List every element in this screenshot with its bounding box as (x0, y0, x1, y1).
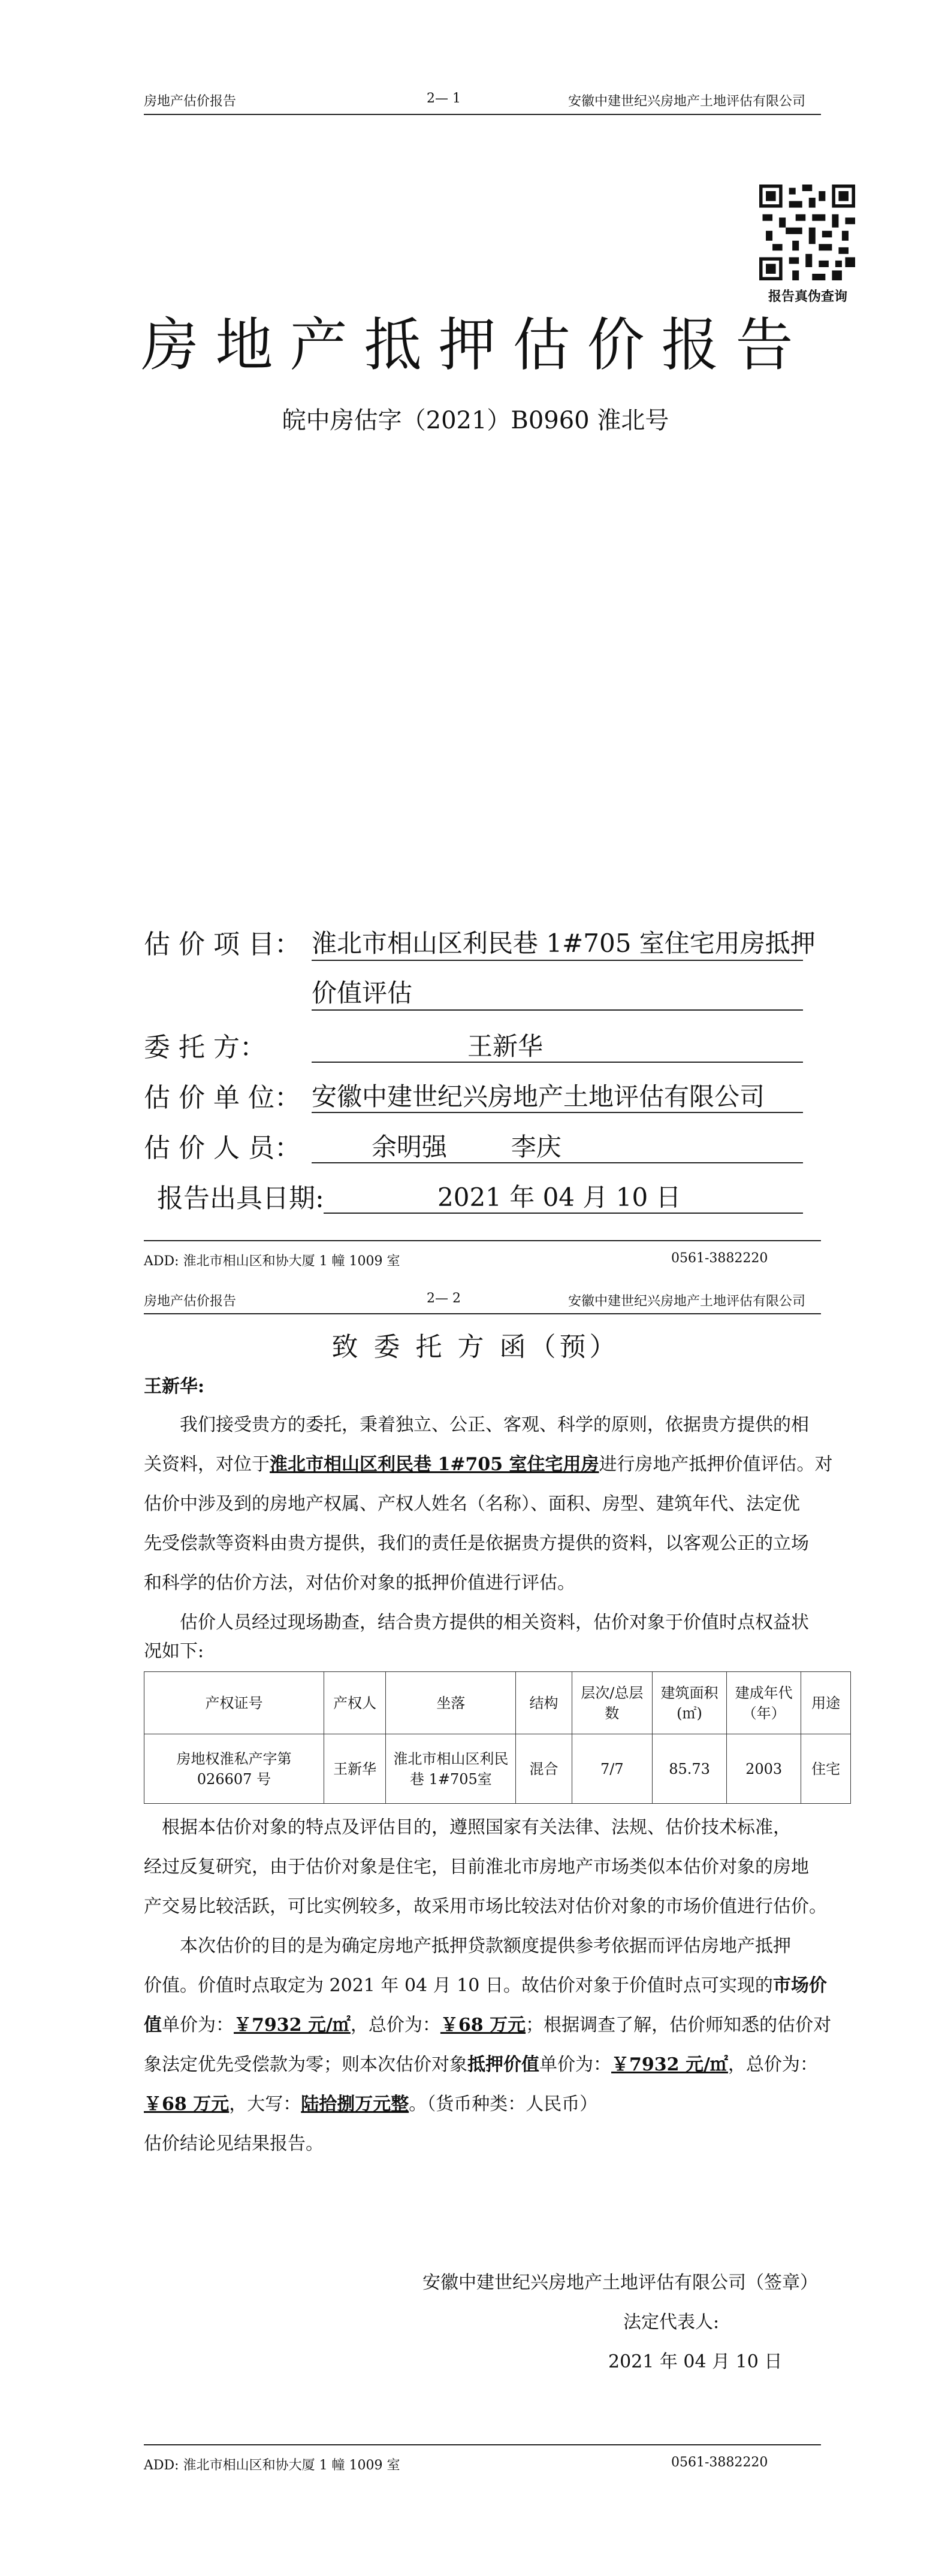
market-value-label-end: 值 (144, 2015, 162, 2036)
page2-header-right: 安徽中建世纪兴房地产土地评估有限公司 (568, 1294, 806, 1309)
para2-line2: 况如下: (144, 1641, 204, 1662)
mortgage-value-label: 抵押价值 (467, 2054, 539, 2075)
total-price-text: ，总价为： (350, 2015, 440, 2036)
page1-footer-rule (144, 1240, 821, 1241)
table-row (144, 1734, 851, 1804)
para4-line3-text: ；根据调查了解，估价师知悉的估价对 (526, 2015, 832, 2036)
report-number: 皖中房估字（2021）B0960 淮北号 (282, 407, 669, 434)
para3-line1: 根据本估价对象的特点及评估目的，遵照国家有关法律、法规、估价技术标准， (162, 1817, 791, 1838)
cell-floor: 7/7 (572, 1734, 652, 1804)
cell-structure: 混合 (516, 1734, 572, 1804)
report-title: 房地产抵押估价报告 (141, 312, 810, 379)
para1-line4: 先受偿款等资料由贵方提供，我们的责任是依据贵方提供的资料，以客观公正的立场 (144, 1533, 809, 1554)
total-price-text-2: ，总价为： (727, 2054, 818, 2075)
para1-line2-text-end: 进行房地产抵押价值评估。对 (599, 1454, 833, 1475)
field-underline-unit (312, 1112, 803, 1113)
letter-title: 致 委 托 方 函（预） (331, 1332, 620, 1362)
page1-header-right: 安徽中建世纪兴房地产土地评估有限公司 (568, 94, 806, 109)
table-header-use: 用途 (801, 1672, 851, 1734)
field-underline-client (312, 1062, 803, 1063)
table-header-structure: 结构 (516, 1672, 572, 1734)
qr-code-icon (759, 185, 855, 280)
table-header-location: 坐落 (386, 1672, 516, 1734)
page1-header-page-number: 2— 1 (427, 91, 461, 106)
para4-line2 (144, 1966, 827, 2006)
page1-footer-address: ADD: 淮北市相山区和协大厦 1 幢 1009 室 (144, 1254, 400, 1269)
unit-price-text-2: 单价为： (539, 2054, 611, 2075)
field-value-appraisers: 余明强 李庆 (372, 1132, 561, 1162)
salutation: 王新华: (144, 1376, 205, 1397)
field-underline-appraisers (312, 1162, 803, 1163)
field-label-unit: 估 价 单 位： (144, 1083, 301, 1113)
field-label-date: 报告出具日期: (157, 1183, 324, 1214)
page2-footer-rule (144, 2444, 821, 2445)
para1-line2 (144, 1445, 833, 1484)
mortgage-total-in-words: 陆拾捌万元整 (301, 2094, 409, 2115)
page2-header-page-number: 2— 2 (427, 1291, 461, 1306)
table-header-owner: 产权人 (324, 1672, 385, 1734)
capital-text: ，大写： (229, 2094, 301, 2115)
table-header-row (144, 1672, 851, 1734)
signature-legal-rep: 法定代表人: (623, 2312, 720, 2333)
page2-header-left: 房地产估价报告 (144, 1294, 237, 1309)
para4-line1: 本次估价的目的是为确定房地产抵押贷款额度提供参考依据而评估房地产抵押 (180, 1936, 791, 1957)
field-value-project-line2: 价值评估 (312, 978, 413, 1008)
field-label-appraisers: 估 价 人 员： (144, 1133, 301, 1163)
table-header-year: 建成年代（年） (727, 1672, 801, 1734)
field-label-project: 估 价 项 目： (144, 929, 301, 960)
cell-area: 85.73 (653, 1734, 727, 1804)
field-value-project: 淮北市相山区利民巷 1#705 室住宅用房抵押 (312, 929, 816, 958)
cell-location: 淮北市相山区利民巷 1#705室 (386, 1734, 516, 1804)
page2-header-rule (144, 1313, 821, 1314)
market-unit-price: ￥7932 元/㎡ (234, 2015, 351, 2036)
para4-line4-text: 象法定优先受偿款为零；则本次估价对象 (144, 2054, 467, 2075)
para2-line1: 估价人员经过现场勘查，结合贵方提供的相关资料，估价对象于价值时点权益状 (180, 1612, 809, 1633)
field-value-client: 王新华 (467, 1032, 544, 1061)
para1-line1: 我们接受贵方的委托，秉着独立、公正、客观、科学的原则，依据贵方提供的相 (180, 1414, 809, 1435)
page2-footer-phone: 0561-3882220 (671, 2455, 768, 2470)
field-underline-project (312, 960, 803, 961)
page1-header-left: 房地产估价报告 (144, 94, 237, 109)
field-value-date: 2021 年 04 月 10 日 (437, 1183, 681, 1212)
unit-price-text: 单价为： (162, 2015, 234, 2036)
cell-cert: 房地权淮私产字第 026607 号 (144, 1734, 324, 1804)
para4-line3 (144, 2006, 831, 2045)
market-total-price: ￥68 万元 (440, 2015, 526, 2036)
cell-owner: 王新华 (324, 1734, 385, 1804)
field-label-client: 委 托 方： (144, 1032, 266, 1063)
field-underline-date (324, 1213, 803, 1214)
para1-line3: 估价中涉及到的房地产权属、产权人姓名（名称）、面积、房型、建筑年代、法定优 (144, 1493, 800, 1514)
qr-caption: 报告真伪查询 (768, 289, 847, 304)
para3-line3: 产交易比较活跃，可比实例较多，故采用市场比较法对估价对象的市场价值进行估价。 (144, 1896, 827, 1917)
property-address: 淮北市相山区利民巷 1#705 室住宅用房 (270, 1454, 599, 1475)
para4-line4 (144, 2045, 818, 2085)
currency-note: 。（货币种类：人民币） (409, 2094, 598, 2115)
signature-date: 2021 年 04 月 10 日 (608, 2351, 783, 2372)
para1-line5: 和科学的估价方法，对估价对象的抵押价值进行评估。 (144, 1573, 575, 1594)
page2-footer-address: ADD: 淮北市相山区和协大厦 1 幢 1009 室 (144, 2458, 400, 2473)
para1-line2-text: 关资料，对位于 (144, 1454, 270, 1475)
mortgage-total-price: ￥68 万元 (144, 2094, 230, 2115)
mortgage-unit-price: ￥7932 元/㎡ (611, 2054, 728, 2075)
cell-year: 2003 (727, 1734, 801, 1804)
market-value-label: 市场价 (772, 1975, 827, 1996)
para4-line5 (144, 2085, 597, 2124)
cell-use: 住宅 (801, 1734, 851, 1804)
signature-company: 安徽中建世纪兴房地产土地评估有限公司（签章） (422, 2272, 818, 2293)
field-value-unit: 安徽中建世纪兴房地产土地评估有限公司 (312, 1082, 765, 1111)
table-header-floor: 层次/总层数 (572, 1672, 652, 1734)
page1-footer-phone: 0561-3882220 (671, 1251, 768, 1266)
property-table (144, 1671, 851, 1804)
table-header-area: 建筑面积(㎡) (653, 1672, 727, 1734)
page1-header-rule (144, 114, 821, 115)
para4-line2-text: 价值。价值时点取定为 2021 年 04 月 10 日。故估价对象于价值时点可实现的 (144, 1975, 773, 1996)
para3-line2: 经过反复研究，由于估价对象是住宅，目前淮北市房地产市场类似本估价对象的房地 (144, 1857, 809, 1877)
table-header-cert: 产权证号 (144, 1672, 324, 1734)
para5: 估价结论见结果报告。 (144, 2133, 324, 2154)
field-underline-project-2 (312, 1009, 803, 1011)
